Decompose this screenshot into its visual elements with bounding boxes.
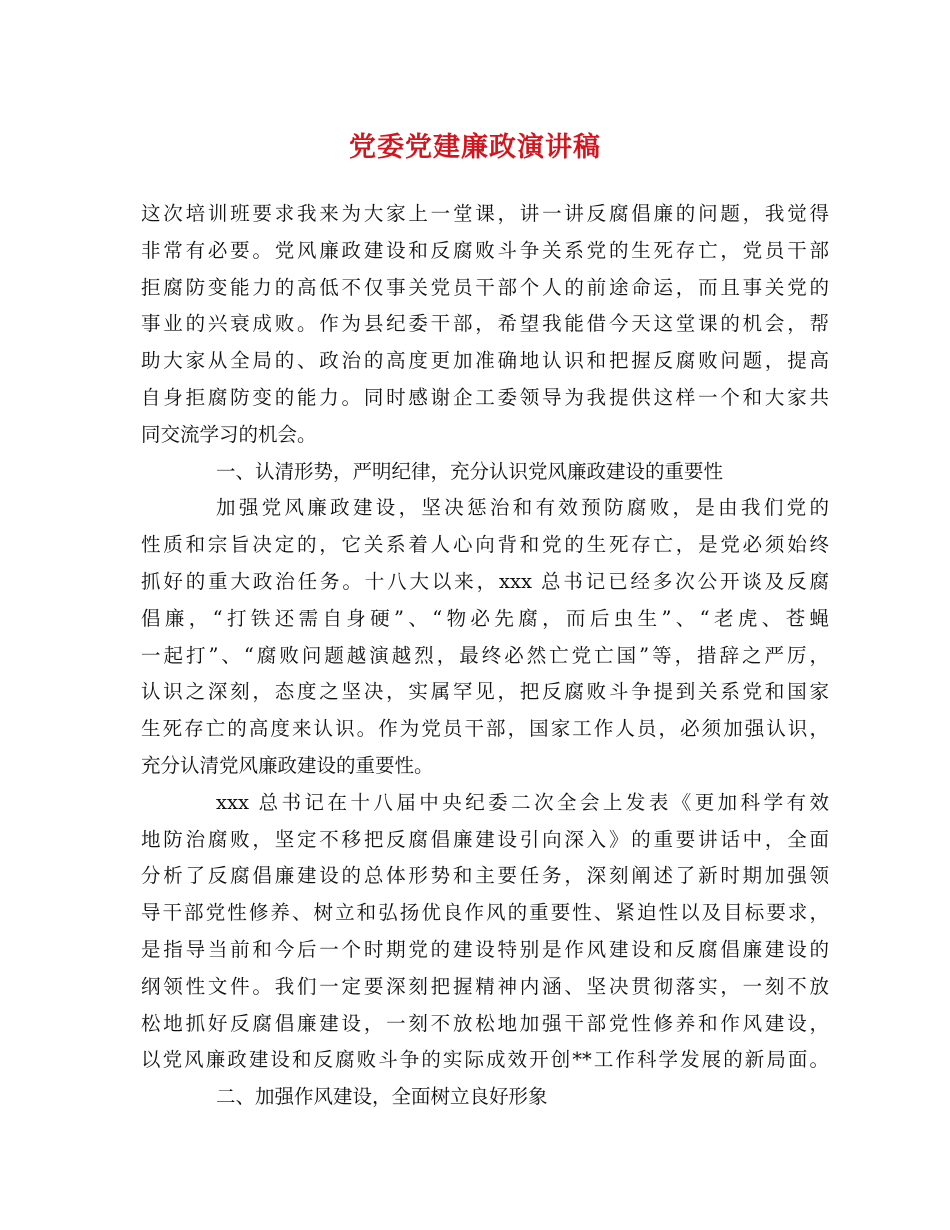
text-line: 一、认清形势，严明纪律，充分认识党风廉政建设的重要性 [216, 459, 724, 483]
text-line: 非常有必要。党风廉政建设和反腐败斗争关系党的生死存亡，党员干部 [141, 238, 829, 262]
text-line: 同交流学习的机会。 [141, 422, 317, 446]
text-line: 充分认清党风廉政建设的重要性。 [141, 753, 434, 777]
text-line: 加强党风廉政建设，坚决惩治和有效预防腐败，是由我们党的 [216, 496, 829, 520]
text-line: 分析了反腐倡廉建设的总体形势和主要任务，深刻阐述了新时期加强领 [141, 864, 829, 888]
document-body [141, 196, 829, 1116]
text-line: 抓好的重大政治任务。十八大以来，xxx 总书记已经多次公开谈及反腐 [141, 569, 829, 593]
text-line: 地防治腐败，坚定不移把反腐倡廉建设引向深入》的重要讲话中，全面 [141, 827, 829, 851]
text-line: 一起打”、“腐败问题越演越烈，最终必然亡党亡国”等，措辞之严厉， [141, 643, 829, 667]
text-line: 助大家从全局的、政治的高度更加准确地认识和把握反腐败问题，提高 [141, 349, 829, 373]
text-line: 这次培训班要求我来为大家上一堂课，讲一讲反腐倡廉的问题，我觉得 [141, 202, 829, 225]
text-line: 是指导当前和今后一个时期党的建设特别是作风建设和反腐倡廉建设的 [141, 937, 829, 961]
text-line: 自身拒腐防变的能力。同时感谢企工委领导为我提供这样一个和大家共 [141, 385, 829, 409]
text-line: 认识之深刻，态度之坚决，实属罕见，把反腐败斗争提到关系党和国家 [141, 680, 829, 704]
text-line: 纲领性文件。我们一定要深刻把握精神内涵、坚决贯彻落实，一刻不放 [141, 974, 829, 998]
text-line: 生死存亡的高度来认识。作为党员干部，国家工作人员，必须加强认识， [141, 717, 829, 741]
text-line: 导干部党性修养、树立和弘扬优良作风的重要性、紧迫性以及目标要求， [141, 901, 829, 925]
text-line: 倡廉，“打铁还需自身硬”、“物必先腐，而后虫生”、“老虎、苍蝇 [141, 606, 829, 630]
text-line: 以党风廉政建设和反腐败斗争的实际成效开创**工作科学发展的新局面。 [141, 1048, 829, 1072]
text-line: 二、加强作风建设，全面树立良好形象 [216, 1085, 548, 1109]
text-line: 事业的兴衰成败。作为县纪委干部，希望我能借今天这堂课的机会，帮 [141, 312, 829, 336]
text-line: xxx 总书记在十八届中央纪委二次全会上发表《更加科学有效 [216, 790, 829, 814]
text-line: 拒腐防变能力的高低不仅事关党员干部个人的前途命运，而且事关党的 [141, 275, 829, 299]
document-title: 党委党建廉政演讲稿 [349, 132, 601, 163]
text-line: 性质和宗旨决定的，它关系着人心向背和党的生死存亡，是党必须始终 [141, 533, 829, 557]
text-line: 松地抓好反腐倡廉建设，一刻不放松地加强干部党性修养和作风建设， [141, 1011, 829, 1035]
